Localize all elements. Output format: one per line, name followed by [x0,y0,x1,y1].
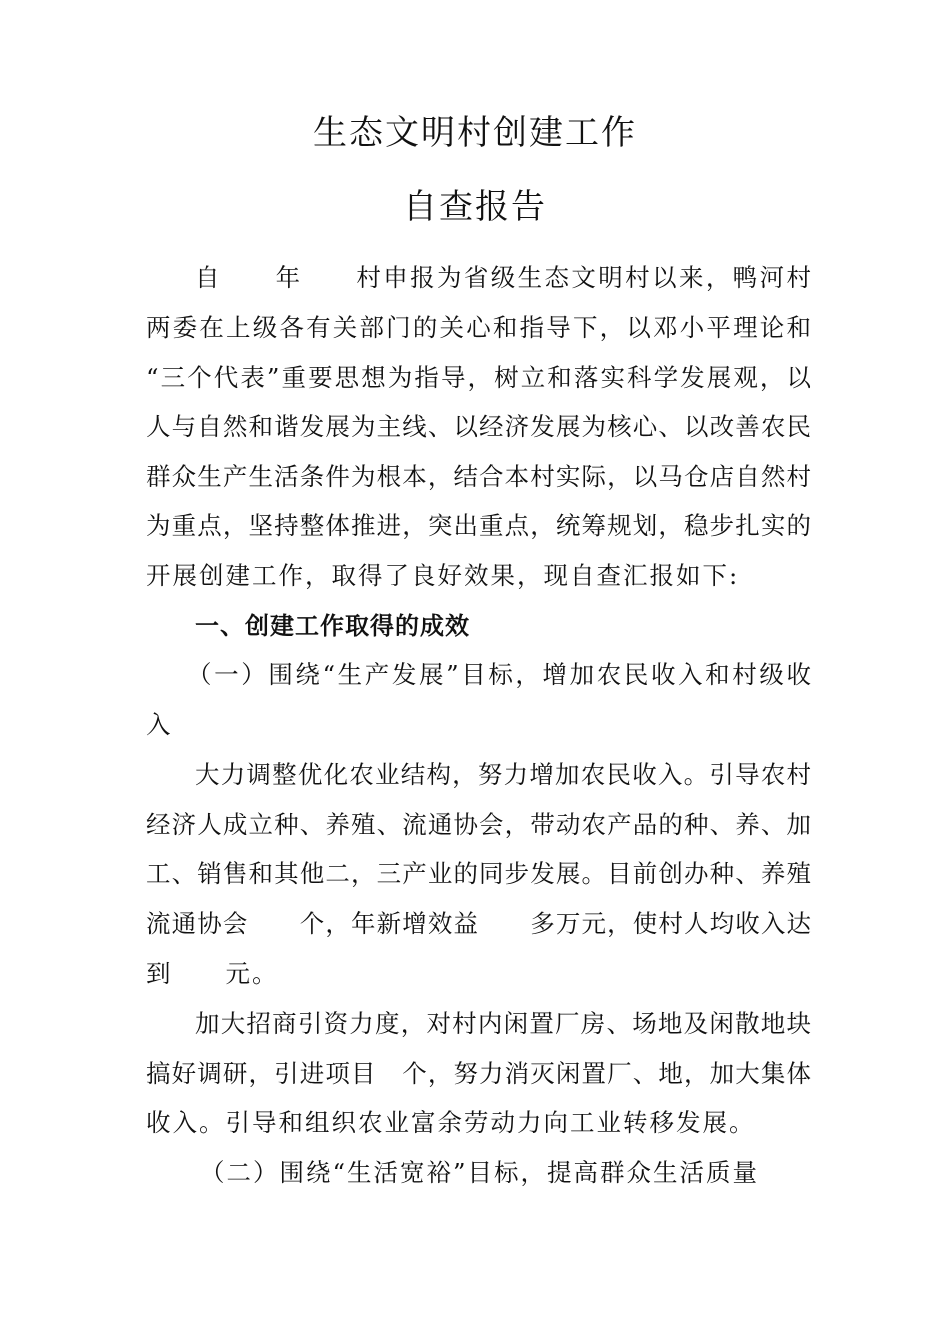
paragraph-line: 到 元。 [146,959,279,988]
section-heading: 一、创建工作取得的成效 [195,612,470,640]
intro-line: 为重点，坚持整体推进，突出重点，统筹规划，稳步扎实的 [146,511,811,540]
paragraph-line: 收入。引导和组织农业富余劳动力向工业转移发展。 [146,1108,756,1137]
subsection-heading: （二）围绕“生活宽裕”目标，提高群众生活质量 [200,1158,760,1187]
paragraph-line: 流通协会 个，年新增效益 多万元，使村人均收入达 [146,909,811,938]
subsection-heading-cont: 入 [146,710,173,739]
intro-line: 开展创建工作，取得了良好效果，现自查汇报如下: [146,561,740,590]
document-title: 生态文明村创建工作 [313,113,637,153]
paragraph-line: 经济人成立种、养殖、流通协会，带动农产品的种、养、加 [146,810,811,839]
intro-line: 群众生产生活条件为根本，结合本村实际，以马仓店自然村 [146,462,811,491]
subsection-heading: （一）围绕“生产发展”目标，增加农民收入和村级收 [187,660,811,689]
intro-line: 人与自然和谐发展为主线、以经济发展为核心、以改善农民 [146,412,811,441]
paragraph-line: 大力调整优化农业结构，努力增加农民收入。引导农村 [195,760,811,789]
intro-line: “三个代表”重要思想为指导，树立和落实科学发展观，以 [146,363,811,392]
paragraph-line: 工、销售和其他二，三产业的同步发展。目前创办种、养殖 [146,859,811,888]
intro-line: 自 年 村申报为省级生态文明村以来，鸭河村 [195,263,811,292]
intro-line: 两委在上级各有关部门的关心和指导下，以邓小平理论和 [146,313,811,342]
paragraph-line: 加大招商引资力度，对村内闲置厂房、场地及闲散地块 [195,1009,811,1038]
paragraph-line: 搞好调研，引进项目 个，努力消灭闲置厂、地，加大集体 [146,1059,811,1088]
document-subtitle: 自查报告 [403,187,547,227]
